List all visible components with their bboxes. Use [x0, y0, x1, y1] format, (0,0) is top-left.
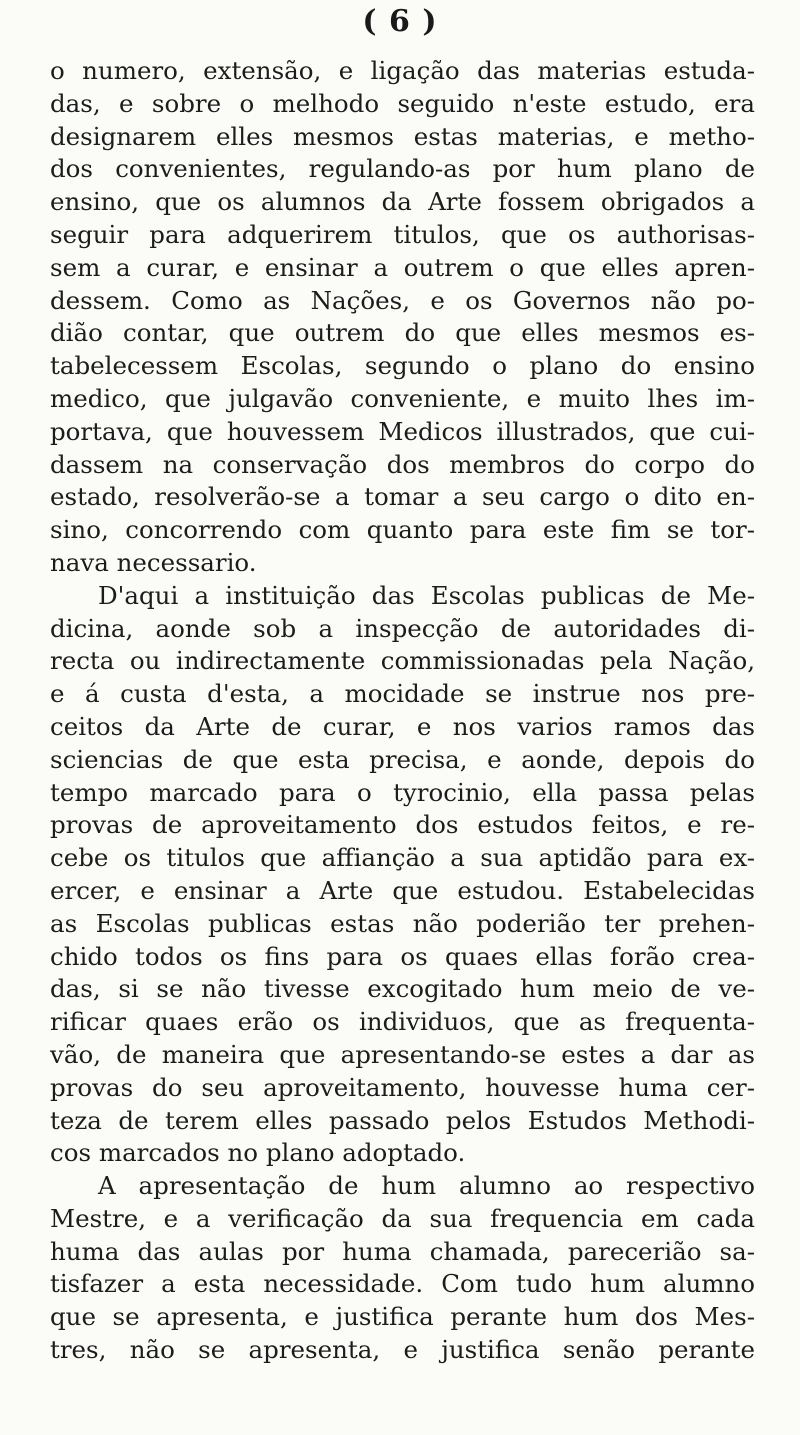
text-line: as Escolas publicas estas não poderião ter prehen- [50, 908, 755, 938]
text-line: seguir para adquerirem titulos, que os authorisas- [50, 219, 755, 249]
text-line: tisfazer a esta necessidade. Com tudo hum alumno [50, 1269, 755, 1299]
text-line: cebe os titulos que affiançäo a sua aptidão para ex- [50, 843, 755, 873]
text-line: e á custa d'esta, a mocidade se instrue nos pre- [50, 679, 755, 709]
text-line: teza de terem elles passado pelos Estudos Methodi- [50, 1105, 755, 1135]
text-line: provas do seu aproveitamento, houvesse huma cer- [50, 1072, 755, 1102]
text-line: ercer, e ensinar a Arte que estudou. Estabelecidas [50, 875, 755, 905]
paragraph-start-line: A apresentação de hum alumno ao respectivo [98, 1171, 755, 1201]
text-line: dos convenientes, regulando-as por hum plano de [50, 154, 755, 184]
text-line: dessem. Como as Nações, e os Governos não po- [50, 285, 755, 315]
text-line: designarem elles mesmos estas materias, e metho- [50, 121, 755, 151]
text-line: sino, concorrendo com quanto para este fim se tor- [50, 515, 755, 545]
text-line: que se apresenta, e justifica perante hum dos Mes- [50, 1302, 755, 1332]
text-line: dião contar, que outrem do que elles mesmos es- [50, 318, 755, 348]
text-line: vão, de maneira que apresentando-se estes a dar as [50, 1039, 755, 1069]
paragraph-start-line: D'aqui a instituição das Escolas publicas de Me- [98, 580, 755, 610]
paragraph-end-line: nava necessario. [50, 547, 257, 577]
body-text [50, 55, 755, 1367]
paragraph-end-line: cos marcados no plano adoptado. [50, 1138, 466, 1168]
text-line: ceitos da Arte de curar, e nos varios ramos das [50, 711, 755, 741]
page-number: ( 6 ) [362, 4, 438, 39]
text-line: recta ou indirectamente commissionadas pela Nação, [50, 646, 755, 676]
text-line: ensino, que os alumnos da Arte fossem obrigados a [50, 187, 755, 217]
text-line: provas de aproveitamento dos estudos feitos, e re- [50, 810, 755, 840]
text-line: dicina, aonde sob a inspecção de autoridades di- [50, 613, 755, 643]
text-line: Mestre, e a verificação da sua frequencia em cada [50, 1203, 755, 1233]
text-line: tres, não se apresenta, e justifica senão perante [50, 1335, 755, 1365]
text-line: das, si se não tivesse excogitado hum meio de ve- [50, 974, 755, 1004]
text-line: medico, que julgavão conveniente, e muito lhes im- [50, 383, 755, 413]
text-line: tempo marcado para o tyrocinio, ella passa pelas [50, 777, 755, 807]
text-line: rificar quaes erão os individuos, que as frequenta- [50, 1007, 755, 1037]
text-line: dassem na conservação dos membros do corpo do [50, 449, 755, 479]
text-line: sem a curar, e ensinar a outrem o que elles apren- [50, 252, 755, 282]
text-line: portava, que houvessem Medicos illustrados, que cui- [50, 416, 755, 446]
text-line: estado, resolverão-se a tomar a seu cargo o dito en- [50, 482, 755, 512]
text-line: o numero, extensão, e ligação das materias estuda- [50, 56, 755, 85]
text-line: das, e sobre o melhodo seguido n'este estudo, era [50, 88, 755, 118]
text-line: sciencias de que esta precisa, e aonde, depois do [50, 744, 755, 774]
text-line: tabelecessem Escolas, segundo o plano do ensino [50, 351, 755, 381]
text-line: huma das aulas por huma chamada, parecerião sa- [50, 1236, 755, 1266]
text-line: chido todos os fins para os quaes ellas forão crea- [50, 941, 755, 971]
